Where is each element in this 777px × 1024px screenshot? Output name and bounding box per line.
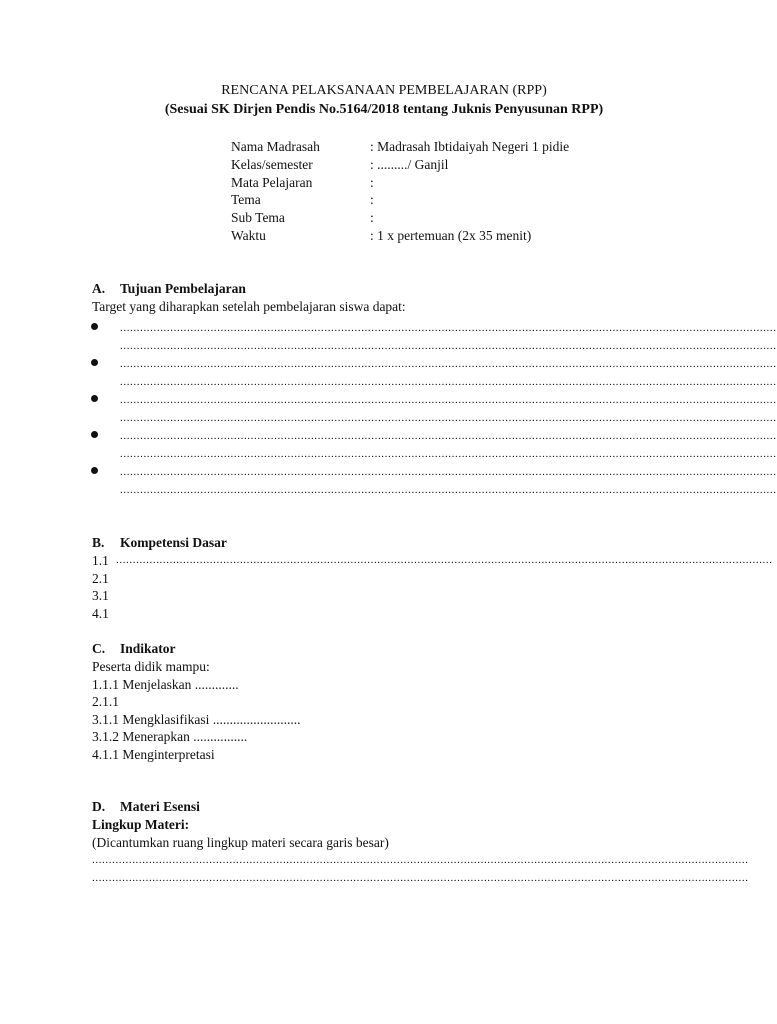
competency-item: 3.1 xyxy=(92,588,109,604)
section-d-heading xyxy=(92,798,200,816)
indicator-item: 2.1.1 xyxy=(92,694,119,710)
objective-dotted-line: .................................................................................................................................................................................................... xyxy=(120,466,777,478)
objective-dotted-line: .................................................................................................................................................................................................... xyxy=(120,484,777,496)
identity-label: Nama Madrasah xyxy=(231,139,320,154)
objective-dotted-line: .................................................................................................................................................................................................... xyxy=(120,412,777,424)
document-title: RENCANA PELAKSANAAN PEMBELAJARAN (RPP) xyxy=(221,83,547,98)
identity-row xyxy=(231,174,569,192)
identity-row xyxy=(231,138,569,156)
bullet-icon xyxy=(91,395,98,402)
section-d-letter: D. xyxy=(92,799,106,814)
identity-value: : Madrasah Ibtidaiyah Negeri 1 pidie xyxy=(370,139,570,154)
identity-label: Kelas/semester xyxy=(231,156,313,172)
objective-dotted-line: .................................................................................................................................................................................................... xyxy=(120,358,777,370)
document-subtitle: (Sesuai SK Dirjen Pendis No.5164/2018 tentang Juknis Penyusunan RPP) xyxy=(164,102,604,117)
section-c-heading xyxy=(92,640,176,658)
identity-label: Tema xyxy=(231,192,261,208)
identity-row xyxy=(231,227,569,245)
bullet-icon xyxy=(91,359,98,366)
material-dotted-line: .................................................................................................................................................................................................... xyxy=(92,854,749,866)
identity-value: : 1 x pertemuan (2x 35 menit) xyxy=(370,227,532,243)
objective-dotted-line: .................................................................................................................................................................................................... xyxy=(120,376,777,388)
bullet-icon xyxy=(91,431,98,438)
section-d-note: (Dicantumkan ruang lingkup materi secara garis besar) xyxy=(92,835,389,850)
competency-item: 2.1 xyxy=(92,570,109,586)
competency-number: 1.1 xyxy=(92,553,109,568)
identity-label: Sub Tema xyxy=(231,210,285,226)
section-b-heading xyxy=(92,534,227,552)
section-c-letter: C. xyxy=(92,641,106,656)
identity-label: Mata Pelajaran xyxy=(231,174,313,190)
objective-dotted-line: .................................................................................................................................................................................................... xyxy=(120,430,777,442)
identity-value: : ........./ Ganjil xyxy=(370,156,449,172)
identity-row xyxy=(231,156,569,174)
competency-item: 4.1 xyxy=(92,605,109,621)
section-a-title: Tujuan Pembelajaran xyxy=(120,281,246,296)
objective-dotted-line: .................................................................................................................................................................................................... xyxy=(120,448,777,460)
objective-dotted-line: .................................................................................................................................................................................................... xyxy=(120,394,777,406)
objective-dotted-line: .................................................................................................................................................................................................... xyxy=(120,322,777,334)
identity-row xyxy=(231,209,569,227)
identity-value: : xyxy=(370,174,374,190)
indicator-item: 3.1.2 Menerapkan ................ xyxy=(92,729,248,745)
competency-dotted-line: .................................................................................................................................................................................................... xyxy=(116,554,773,566)
identity-value: : xyxy=(370,210,374,226)
section-a-intro: Target yang diharapkan setelah pembelajaran siswa dapat: xyxy=(92,299,406,314)
objective-dotted-line: .................................................................................................................................................................................................... xyxy=(120,340,777,352)
identity-value: : xyxy=(370,192,374,208)
competency-list xyxy=(92,552,773,622)
indicator-list xyxy=(92,658,301,764)
bullet-icon xyxy=(91,323,98,330)
section-d-subheading: Lingkup Materi: xyxy=(92,817,190,832)
indicator-intro: Peserta didik mampu: xyxy=(92,659,210,674)
competency-item xyxy=(92,552,773,570)
material-dotted-line: .................................................................................................................................................................................................... xyxy=(92,872,749,884)
section-b-title: Kompetensi Dasar xyxy=(120,535,227,550)
section-a-heading xyxy=(92,280,246,298)
bullet-icon xyxy=(91,467,98,474)
section-b-letter: B. xyxy=(92,535,105,550)
identity-label: Waktu xyxy=(231,227,266,243)
section-d-title: Materi Esensi xyxy=(120,799,200,814)
section-c-title: Indikator xyxy=(120,641,176,656)
section-a-letter: A. xyxy=(92,281,106,296)
identity-row xyxy=(231,191,569,209)
indicator-item: 3.1.1 Mengklasifikasi .......................... xyxy=(92,711,301,727)
indicator-item: 4.1.1 Menginterpretasi xyxy=(92,746,215,762)
identity-table xyxy=(231,138,569,245)
indicator-item: 1.1.1 Menjelaskan ............. xyxy=(92,676,239,692)
